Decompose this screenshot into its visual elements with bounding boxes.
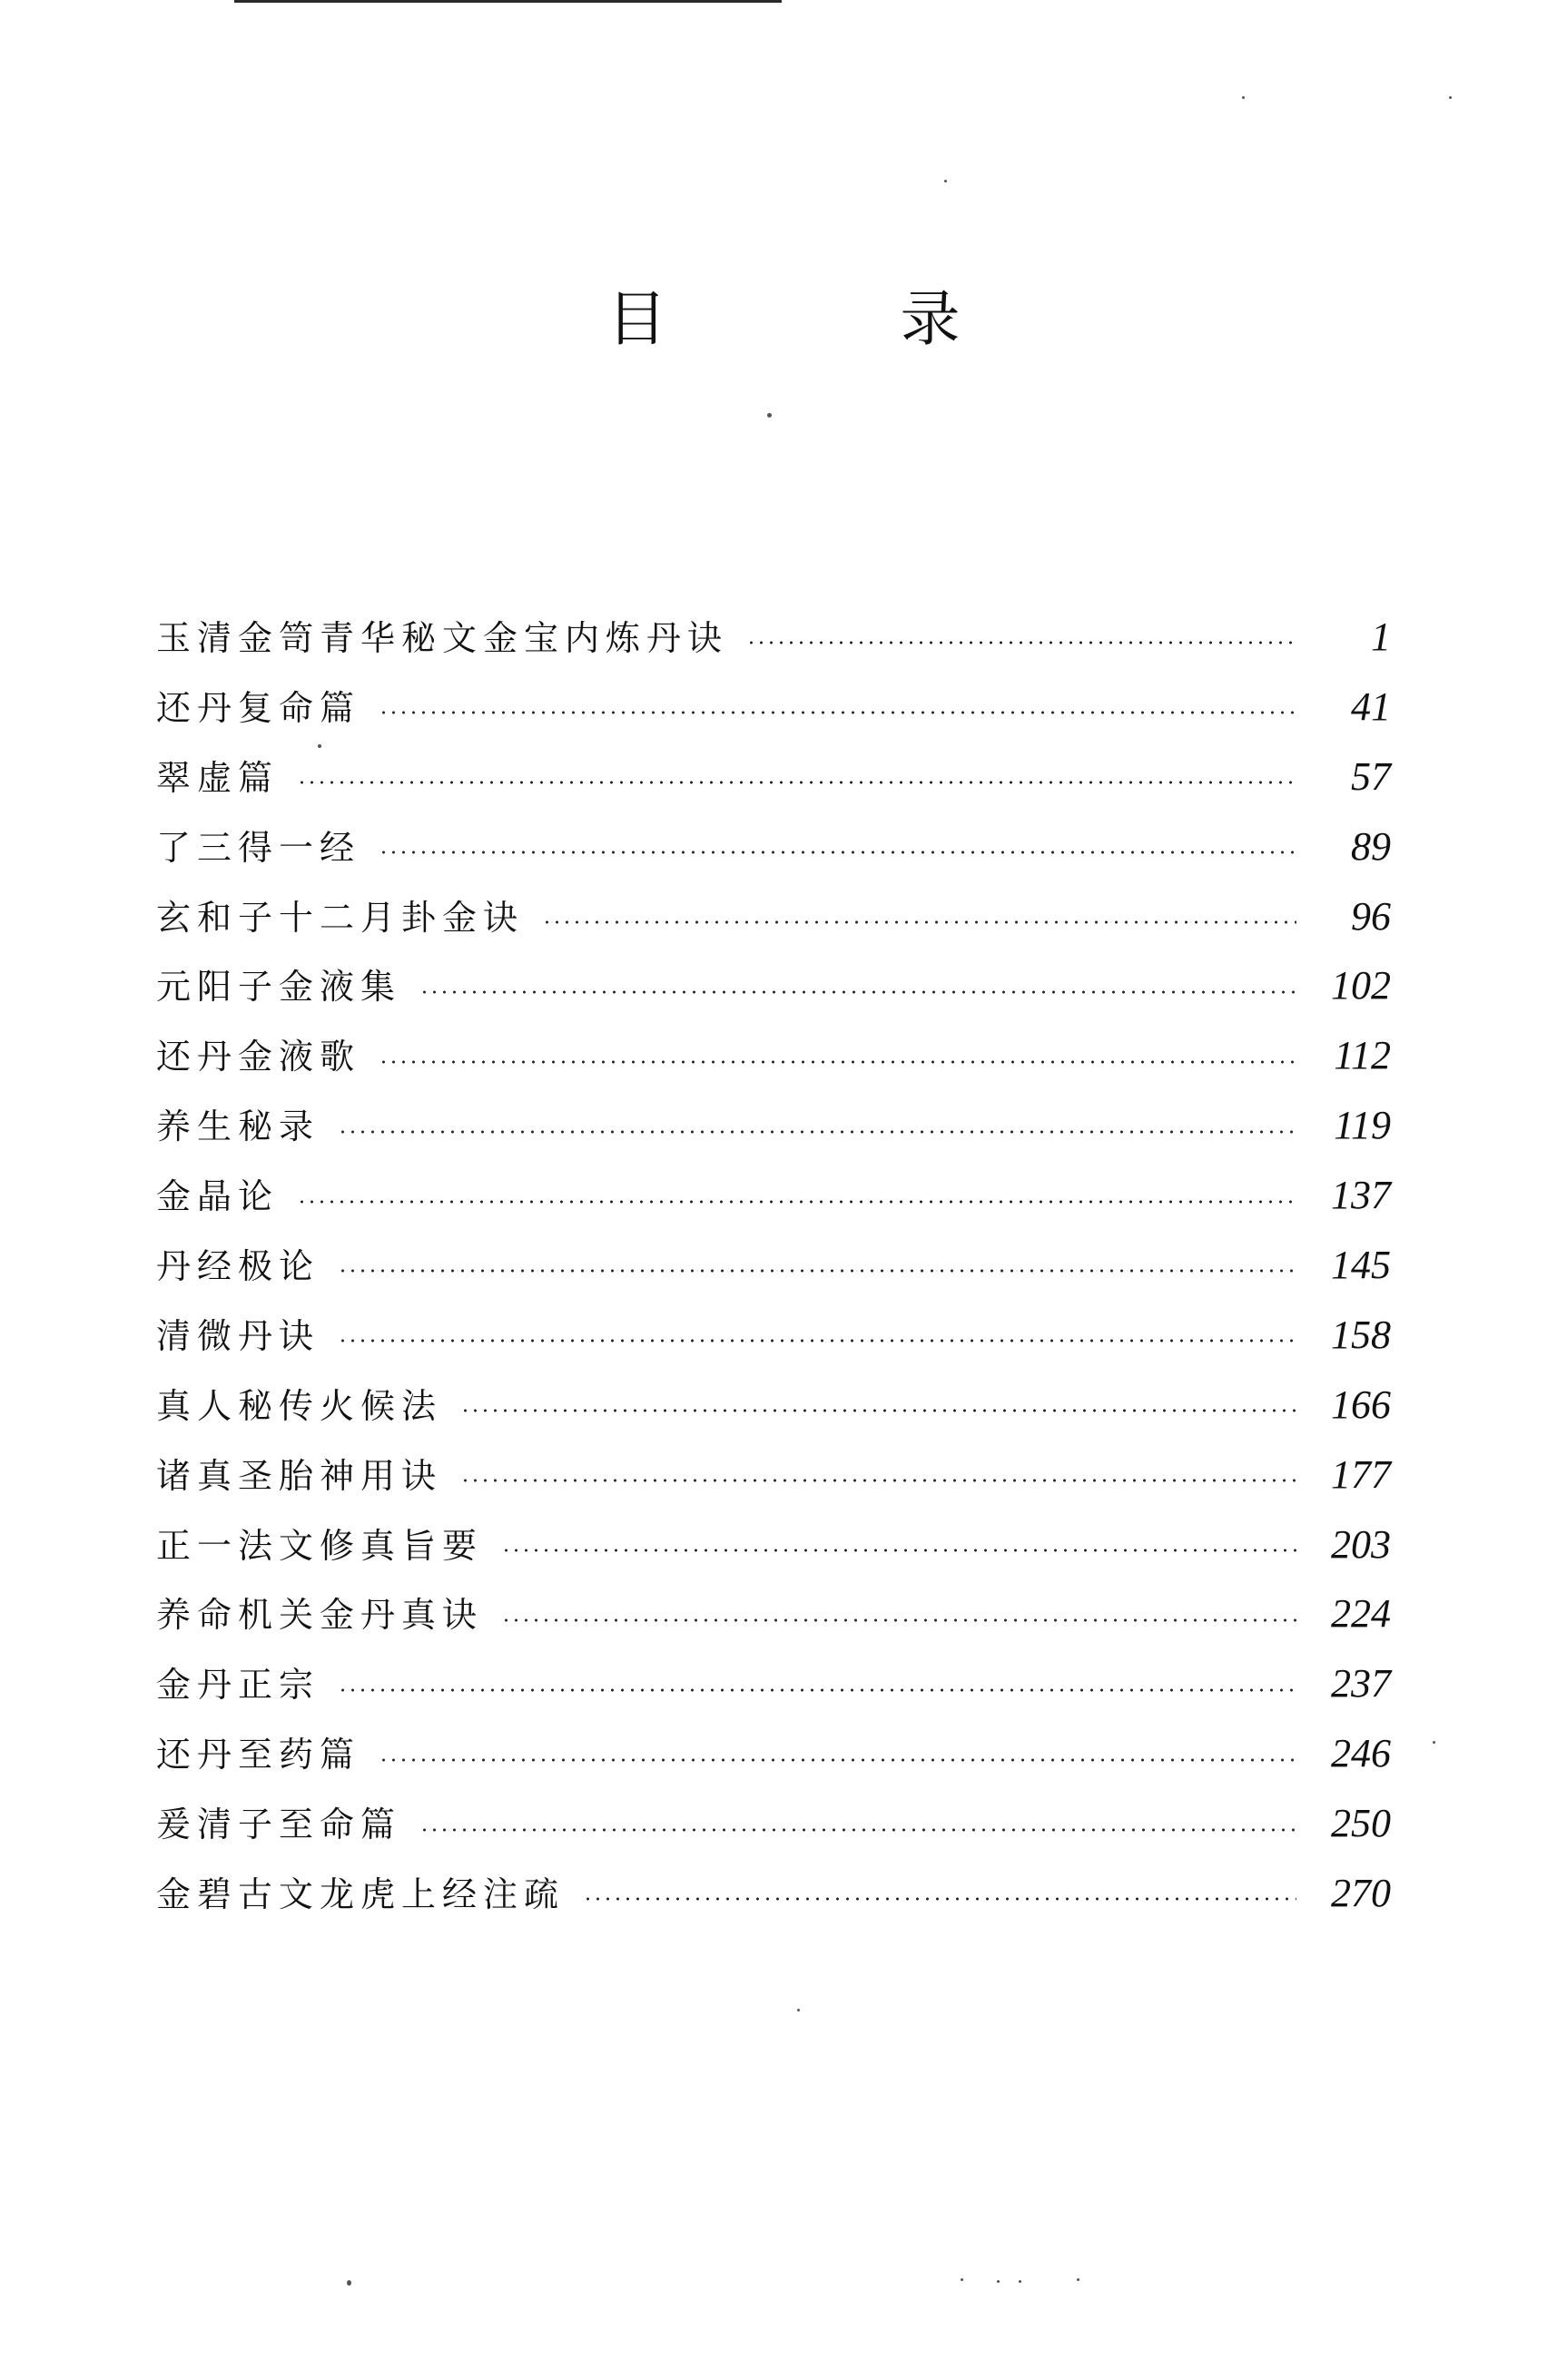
entry-title: 正一法文修真旨要 <box>156 1525 484 1566</box>
page-number: 158 <box>1331 1312 1391 1357</box>
entry-title: 金晶论 <box>156 1176 280 1217</box>
toc-entry[interactable] <box>156 743 1391 812</box>
page-number: 246 <box>1331 1731 1391 1776</box>
page-number: 1 <box>1371 615 1391 659</box>
toc-entry[interactable] <box>156 1021 1391 1091</box>
dot-leader <box>379 1758 1296 1762</box>
entry-title: 养命机关金丹真诀 <box>156 1595 484 1636</box>
page-number: 224 <box>1331 1591 1391 1637</box>
entry-title: 养生秘录 <box>156 1106 320 1147</box>
scan-speck <box>997 2280 1000 2283</box>
table-of-contents <box>156 603 1391 1929</box>
scan-speck <box>1449 96 1452 99</box>
page-number: 41 <box>1351 684 1391 729</box>
dot-leader <box>501 1618 1296 1622</box>
toc-entry[interactable] <box>156 1789 1391 1859</box>
scan-speck <box>318 744 321 748</box>
page-number: 145 <box>1331 1243 1391 1288</box>
scan-speck <box>1077 2278 1079 2281</box>
entry-title: 丹经极论 <box>156 1246 320 1287</box>
toc-entry[interactable] <box>156 1719 1391 1789</box>
entry-title: 清微丹诀 <box>156 1315 320 1356</box>
toc-entry[interactable] <box>156 603 1391 673</box>
dot-leader <box>379 851 1296 854</box>
toc-entry[interactable] <box>156 1441 1391 1510</box>
dot-leader <box>379 711 1296 714</box>
entry-title: 还丹至药篇 <box>156 1735 361 1775</box>
scan-speck <box>1019 2280 1021 2283</box>
scan-speck <box>1242 96 1245 99</box>
dot-leader <box>460 1479 1296 1482</box>
toc-entry[interactable] <box>156 812 1391 882</box>
page-number: 102 <box>1331 963 1391 1008</box>
dot-leader <box>419 990 1296 994</box>
dot-leader <box>297 781 1296 784</box>
entry-title: 还丹复命篇 <box>156 687 361 728</box>
entry-title: 元阳子金液集 <box>156 967 402 1008</box>
dot-leader <box>338 1130 1296 1134</box>
toc-entry[interactable] <box>156 1510 1391 1580</box>
dot-leader <box>583 1897 1296 1901</box>
scan-speck <box>347 2280 351 2286</box>
toc-entry[interactable] <box>156 1301 1391 1371</box>
entry-title: 还丹金液歌 <box>156 1037 361 1077</box>
toc-entry[interactable] <box>156 1579 1391 1649</box>
dot-leader <box>379 1060 1296 1064</box>
entry-title: 玄和子十二月卦金诀 <box>156 897 525 938</box>
toc-entry[interactable] <box>156 673 1391 743</box>
toc-entry[interactable] <box>156 1649 1391 1719</box>
toc-entry[interactable] <box>156 1231 1391 1301</box>
entry-title: 翠虚篇 <box>156 757 280 798</box>
entry-title: 玉清金笥青华秘文金宝内炼丹诀 <box>156 618 729 658</box>
dot-leader <box>338 1269 1296 1273</box>
entry-title: 真人秘传火候法 <box>156 1385 443 1426</box>
page-number: 57 <box>1351 753 1391 799</box>
page-number: 137 <box>1331 1173 1391 1218</box>
dot-leader <box>460 1409 1296 1412</box>
page-number: 203 <box>1331 1521 1391 1567</box>
entry-title: 金碧古文龙虎上经注疏 <box>156 1874 566 1915</box>
dot-leader <box>419 1828 1296 1832</box>
page-number: 112 <box>1334 1033 1391 1078</box>
dot-leader <box>501 1549 1296 1552</box>
page-title: 目 录 <box>606 284 1068 355</box>
page-number: 119 <box>1334 1103 1391 1148</box>
entry-title: 诸真圣胎神用诀 <box>156 1455 443 1496</box>
page-number: 96 <box>1351 893 1391 939</box>
entry-title: 了三得一经 <box>156 827 361 868</box>
entry-title: 爰清子至命篇 <box>156 1805 402 1845</box>
scan-speck <box>767 413 772 418</box>
dot-leader <box>338 1688 1296 1692</box>
toc-entry[interactable] <box>156 951 1391 1021</box>
page-number: 177 <box>1331 1451 1391 1497</box>
toc-entry[interactable] <box>156 882 1391 952</box>
scan-speck <box>944 180 947 182</box>
page-number: 250 <box>1331 1801 1391 1846</box>
dot-leader <box>746 641 1296 644</box>
scan-speck <box>797 2009 800 2011</box>
dot-leader <box>297 1200 1296 1204</box>
scan-speck <box>1433 1741 1435 1744</box>
toc-entry[interactable] <box>156 1161 1391 1231</box>
dot-leader <box>542 920 1296 924</box>
page-number: 89 <box>1351 823 1391 869</box>
scan-edge-line <box>234 0 782 3</box>
page-number: 270 <box>1331 1871 1391 1916</box>
dot-leader <box>338 1339 1296 1342</box>
page-number: 166 <box>1331 1382 1391 1427</box>
toc-entry[interactable] <box>156 1371 1391 1441</box>
page-number: 237 <box>1331 1661 1391 1706</box>
toc-entry[interactable] <box>156 1859 1391 1929</box>
toc-entry[interactable] <box>156 1091 1391 1161</box>
scan-speck <box>961 2278 963 2281</box>
entry-title: 金丹正宗 <box>156 1665 320 1706</box>
